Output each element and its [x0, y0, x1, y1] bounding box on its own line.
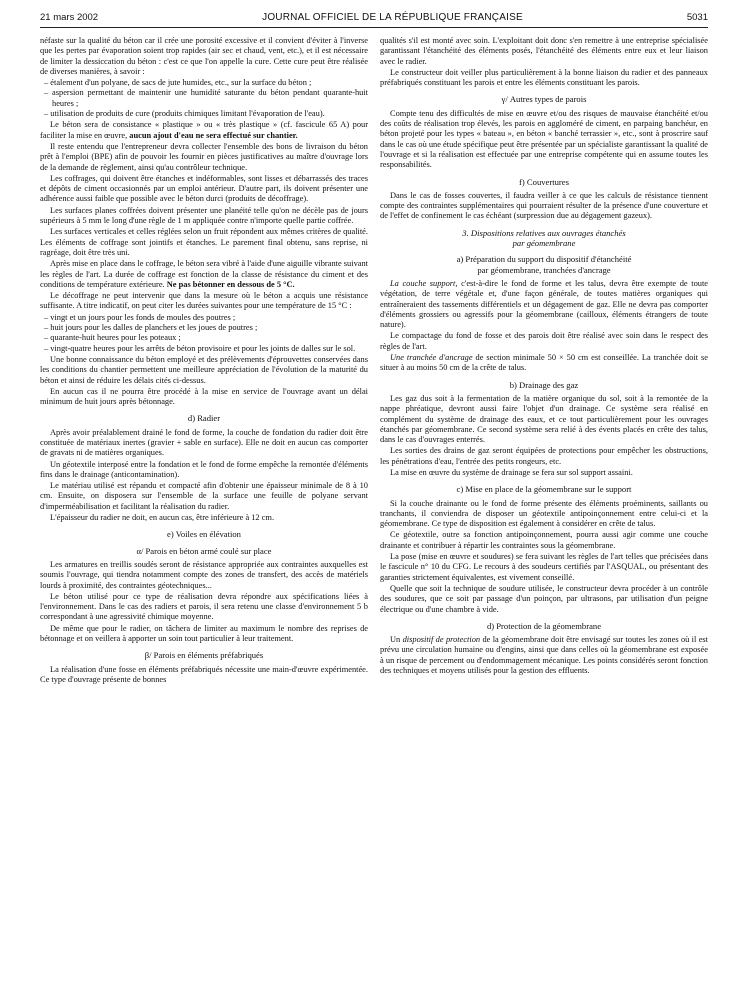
section-heading: f) Couvertures [519, 176, 569, 187]
text-run: de section minimale 50 × 50 cm est conseillée. La tranchée doit se situer à au moins 50 cm de la crête de talus. [380, 353, 708, 373]
paragraph: Le matériau utilisé est répandu et compacté afin d'obtenir une épaisseur minimale de 8 à 10 cm. Ensuite, on disposera sur l'ensemble de la surface une feuille de polyane servant d'imperméabilisation et facilitant la réalisation du radier. [40, 481, 368, 511]
text-run: c'est-à-dire le fond de forme et les talus, devra être exempte de toute végétation, de terre végétale et, d'une façon générale, de toutes matières organiques qui entraîneraient des tassements différentiels et un dégagement de gaz. Elle ne devra pas comporter d'éléments grossiers ou agressifs pour la géomembrane (cailloux, éléments étrangers de toute nature). [380, 278, 709, 330]
list-item: – quarante-huit heures pour les poteaux ; [40, 333, 368, 343]
paragraph: Un géotextile interposé entre la fondation et le fond de forme empêche la remontée d'éléments fins dans le drainage (anticontamination). [40, 459, 368, 479]
section-heading: d) Protection de la géomembrane [486, 620, 602, 631]
section-heading: b) Drainage des gaz [509, 379, 579, 390]
text-run: Le béton sera de consistance « plastique » ou « très plastique » (cf. fascicule 65 A) pour faciliter la mise en œuvre, [40, 120, 368, 140]
chapter-heading: 3. Dispositions relatives aux ouvrages étanchés [462, 227, 626, 238]
right-column [380, 36, 708, 686]
two-column-body [40, 36, 708, 686]
subsection-heading: α/ Parois en béton armé coulé sur place [136, 545, 272, 556]
paragraph: Le compactage du fond de fosse et des parois doit être réalisé avec soin dans le respect des règles de l'art. [380, 331, 708, 351]
paragraph: Dans le cas de fosses couvertes, il faudra veiller à ce que les calculs de résistance tiennent compte des contraintes supplémentaires qui pourraient résulter de la présence d'une couverture et de l'effet de confinement le cas échéant (surpression due au dégagement gazeux). [380, 190, 708, 221]
paragraph: La pose (mise en œuvre et soudures) se fera suivant les règles de l'art telles que précisées dans le fascicule n° 10 du CFG. Le recours à des soudeurs certifiés par l'ASQUAL, ou présentant des garanties strictement équivalentes, est vivement conseillé. [380, 552, 708, 582]
paragraph: Les armatures en treillis soudés seront de résistance appropriée aux contraintes auxquelles est soumis l'ouvrage, qui tiendra notamment compte des zones de transfert, des accès de matériels lourds à proximité, des contraintes géotechniques... [40, 559, 368, 590]
header-page-number: 5031 [686, 12, 708, 23]
bold-text: aucun ajout d'eau ne sera effectué sur chantier. [129, 130, 298, 140]
section-heading-line2: par géomembrane, tranchées d'ancrage [477, 264, 611, 275]
paragraph: qualités s'il est monté avec soin. L'exploitant doit donc s'en remettre à une entreprise spécialisée garantissant l'étanchéité des éléments posés, l'étanchéité des éléments entre eux et leur liaison avec le radier. [380, 36, 708, 66]
paragraph: Quelle que soit la technique de soudure utilisée, le constructeur devra procéder à un contrôle des soudures, que ce soit par passage d'un poinçon, par ultrasons, par utilisation d'un peigne électrique ou d'une chambre à vide. [380, 583, 708, 614]
list-item: – vingt-quatre heures pour les arrêts de béton provisoire et pour les joints de dalles sur le sol. [40, 344, 368, 354]
list-item: – huit jours pour les dalles de planchers et les joues de poutres ; [40, 323, 368, 333]
text-run: Après mise en place dans le coffrage, le béton sera vibré à l'aide d'une aiguille vibrante suivant les règles de l'art. La durée de coffrage est fonction de la classe de résistance du ciment et des conditions de température extérieure. [40, 259, 368, 289]
list-item: – utilisation de produits de cure (produits chimiques limitant l'évaporation de l'eau). [40, 109, 368, 119]
paragraph: Les gaz dus soit à la fermentation de la matière organique du sol, soit à la remontée de la nappe phréatique, devront aussi faire l'objet d'un drainage. Ce système sera réalisé en complément du système de drainage des eaux, et ce tout particulièrement pour les ouvrages étanchés par géomembrane. Ce second système sera relié à des évents placés en crête des talus, dans le cas d'ouvrages enterrés. [380, 393, 708, 445]
paragraph [40, 259, 368, 290]
subsection-heading: γ/ Autres types de parois [501, 94, 587, 105]
paragraph [380, 279, 708, 330]
paragraph: Après avoir préalablement drainé le fond de forme, la couche de fondation du radier doit être constituée de matériaux inertes (gravier + sable en surface). Elle ne doit en aucun cas comporter de gravats ni de matières organiques. [40, 427, 368, 458]
section-heading: c) Mise en place de la géomembrane sur le support [456, 484, 632, 495]
paragraph: La mise en œuvre du système de drainage se fera sur sol support assaini. [390, 467, 633, 477]
paragraph: Le béton utilisé pour ce type de réalisation devra répondre aux spécifications liées à l'environnement. Dans le cas des radiers et parois, il sera retenu une classe d'environnement 5 b correspondant à une agressivité chimique moyenne. [40, 591, 368, 622]
chapter-heading-line2: par géomembrane [512, 238, 576, 249]
paragraph: Les surfaces planes coffrées doivent présenter une planéité telle qu'on ne décèle pas de jours supérieurs à 5 mm le long d'une règle de 1 m appliquée contre n'importe quelle partie coffrée. [40, 205, 368, 226]
paragraph: néfaste sur la qualité du béton car il crée une porosité excessive et il convient d'éviter à l'inverse que les pertes par évaporation soient trop rapides (air sec et chaud, vent, etc.), et il est nécessaire de limiter la dessiccation du béton : c'est ce que l'on appelle la cure. Cette cure peut être réalisée de diverses manières, à savoir : [40, 36, 368, 76]
paragraph: De même que pour le radier, on tâchera de limiter au maximum le nombre des reprises de bétonnage et on veillera à apporter un soin tout particulier à leur traitement. [40, 623, 368, 644]
italic-term: Une tranchée d'ancrage [390, 353, 473, 363]
italic-term: La couche support, [390, 278, 458, 288]
paragraph: Il reste entendu que l'entrepreneur devra collecter l'ensemble des bons de livraison du béton prêt à l'emploi (BPE) afin de pouvoir les fournir en pièces justificatives au maître d'ouvrage lors de la demande de règlement, ainsi qu'au contrôleur technique. [40, 141, 368, 172]
page-header [40, 12, 708, 23]
paragraph: L'épaisseur du radier ne doit, en aucun cas, être inférieure à 12 cm. [50, 513, 275, 523]
paragraph: En aucun cas il ne pourra être procédé à la mise en service de l'ouvrage avant un délai minimum de huit jours après bétonnage. [40, 386, 368, 407]
section-heading: e) Voiles en élévation [167, 529, 241, 540]
text-run: de la géomembrane doit être envisagé sur toutes les zones où il est prévu une circulation humaine ou d'engins, ainsi que dans celles où la géomembrane est exposée à un risque de percement ou d'endommagement mécanique. Les points considérés seront fonction des techniques et moyens utilisés pour la gestion des effluents. [380, 635, 708, 676]
formwork-durations-list [40, 313, 368, 354]
header-journal-title: JOURNAL OFFICIEL DE LA RÉPUBLIQUE FRANÇAISE [262, 12, 523, 23]
text-run: Un [390, 635, 403, 645]
paragraph: Une bonne connaissance du béton employé et des prélèvements d'éprouvettes conservées dans les conditions du chantier permettent une meilleure appréciation de l'évolution de la maturité du béton et ainsi de réduire les délais cités ci-dessus. [40, 354, 368, 385]
paragraph: Les surfaces verticales et celles réglées selon un fruit répondent aux mêmes critères de qualité. Les éléments de coffrage sont jointifs et étanches. Le parement final obtenu, sans reprise, ni ragréage, doit être très uni. [40, 227, 368, 257]
italic-term: dispositif de protection [402, 635, 481, 645]
paragraph: Les coffrages, qui doivent être étanches et indéformables, sont lisses et débarrassés des traces et dépôts de ciment occasionnés par un emploi antérieur. D'autre part, ils doivent présenter une adhérence aussi faible que possible avec le béton durci (produits de décoffrage). [40, 173, 368, 204]
subsection-heading: β/ Parois en éléments préfabriqués [144, 650, 264, 661]
list-item: – aspersion permettant de maintenir une humidité saturante du béton pendant quarante-huit heures ; [40, 88, 368, 109]
header-date: 21 mars 2002 [40, 12, 99, 23]
header-rule [40, 27, 708, 28]
list-item: – vingt et un jours pour les fonds de moules des poutres ; [40, 313, 368, 323]
section-heading: a) Préparation du support du dispositif d'étanchéité [456, 254, 632, 265]
paragraph: Le constructeur doit veiller plus particulièrement à la bonne liaison du radier et des panneaux préfabriqués constituant les parois et entre les éléments constituant les parois. [380, 67, 708, 88]
section-heading: d) Radier [187, 413, 221, 424]
left-column [40, 36, 368, 686]
paragraph: Les sorties des drains de gaz seront équipées de protections pour empêcher les obstructions, les pénétrations d'eau, l'entrée des petits rongeurs, etc. [380, 446, 708, 466]
paragraph [380, 635, 708, 676]
paragraph: Si la couche drainante ou le fond de forme présente des éléments proéminents, saillants ou tranchants, il conviendra de disposer un géotextile antipoinçonnement entre celui-ci et la géomembrane. Ce type de disposition est également à considérer en crête de talus. [380, 498, 708, 529]
paragraph [380, 353, 708, 374]
paragraph: Compte tenu des difficultés de mise en œuvre et/ou des risques de mauvaise étanchéité et/ou des coûts de réalisation trop élevés, les parois en aggloméré de ciment, en parpaing banchéur, en béton projeté pour les types « bateau », en béton « banché terrassier », etc., sont à proscrire sauf dans le cas où une étude spécifique peut être présentée par un spécialiste garantissant la qualité de l'ouvrage et si la réalisation est effectuée par une entreprise compétente qui en assume toutes les responsabilités. [380, 108, 708, 170]
bold-text: Ne pas bétonner en dessous de 5 °C. [166, 279, 295, 289]
paragraph [40, 120, 368, 141]
paragraph: Le décoffrage ne peut intervenir que dans la mesure où le béton a acquis une résistance suffisante. A titre indicatif, on peut citer les durées suivantes pour une température de 15 °C : [40, 291, 368, 311]
paragraph: La réalisation d'une fosse en éléments préfabriqués nécessite une main-d'œuvre expérimentée. Ce type d'ouvrage présente de bonnes [40, 664, 368, 684]
paragraph: Ce géotextile, outre sa fonction antipoinçonnement, pourra aussi agir comme une couche drainante et contribuer à répartir les contraintes sous la géomembrane. [380, 530, 708, 550]
cure-methods-list [40, 78, 368, 119]
list-item: – étalement d'un polyane, de sacs de jute humides, etc., sur la surface du béton ; [40, 78, 368, 88]
